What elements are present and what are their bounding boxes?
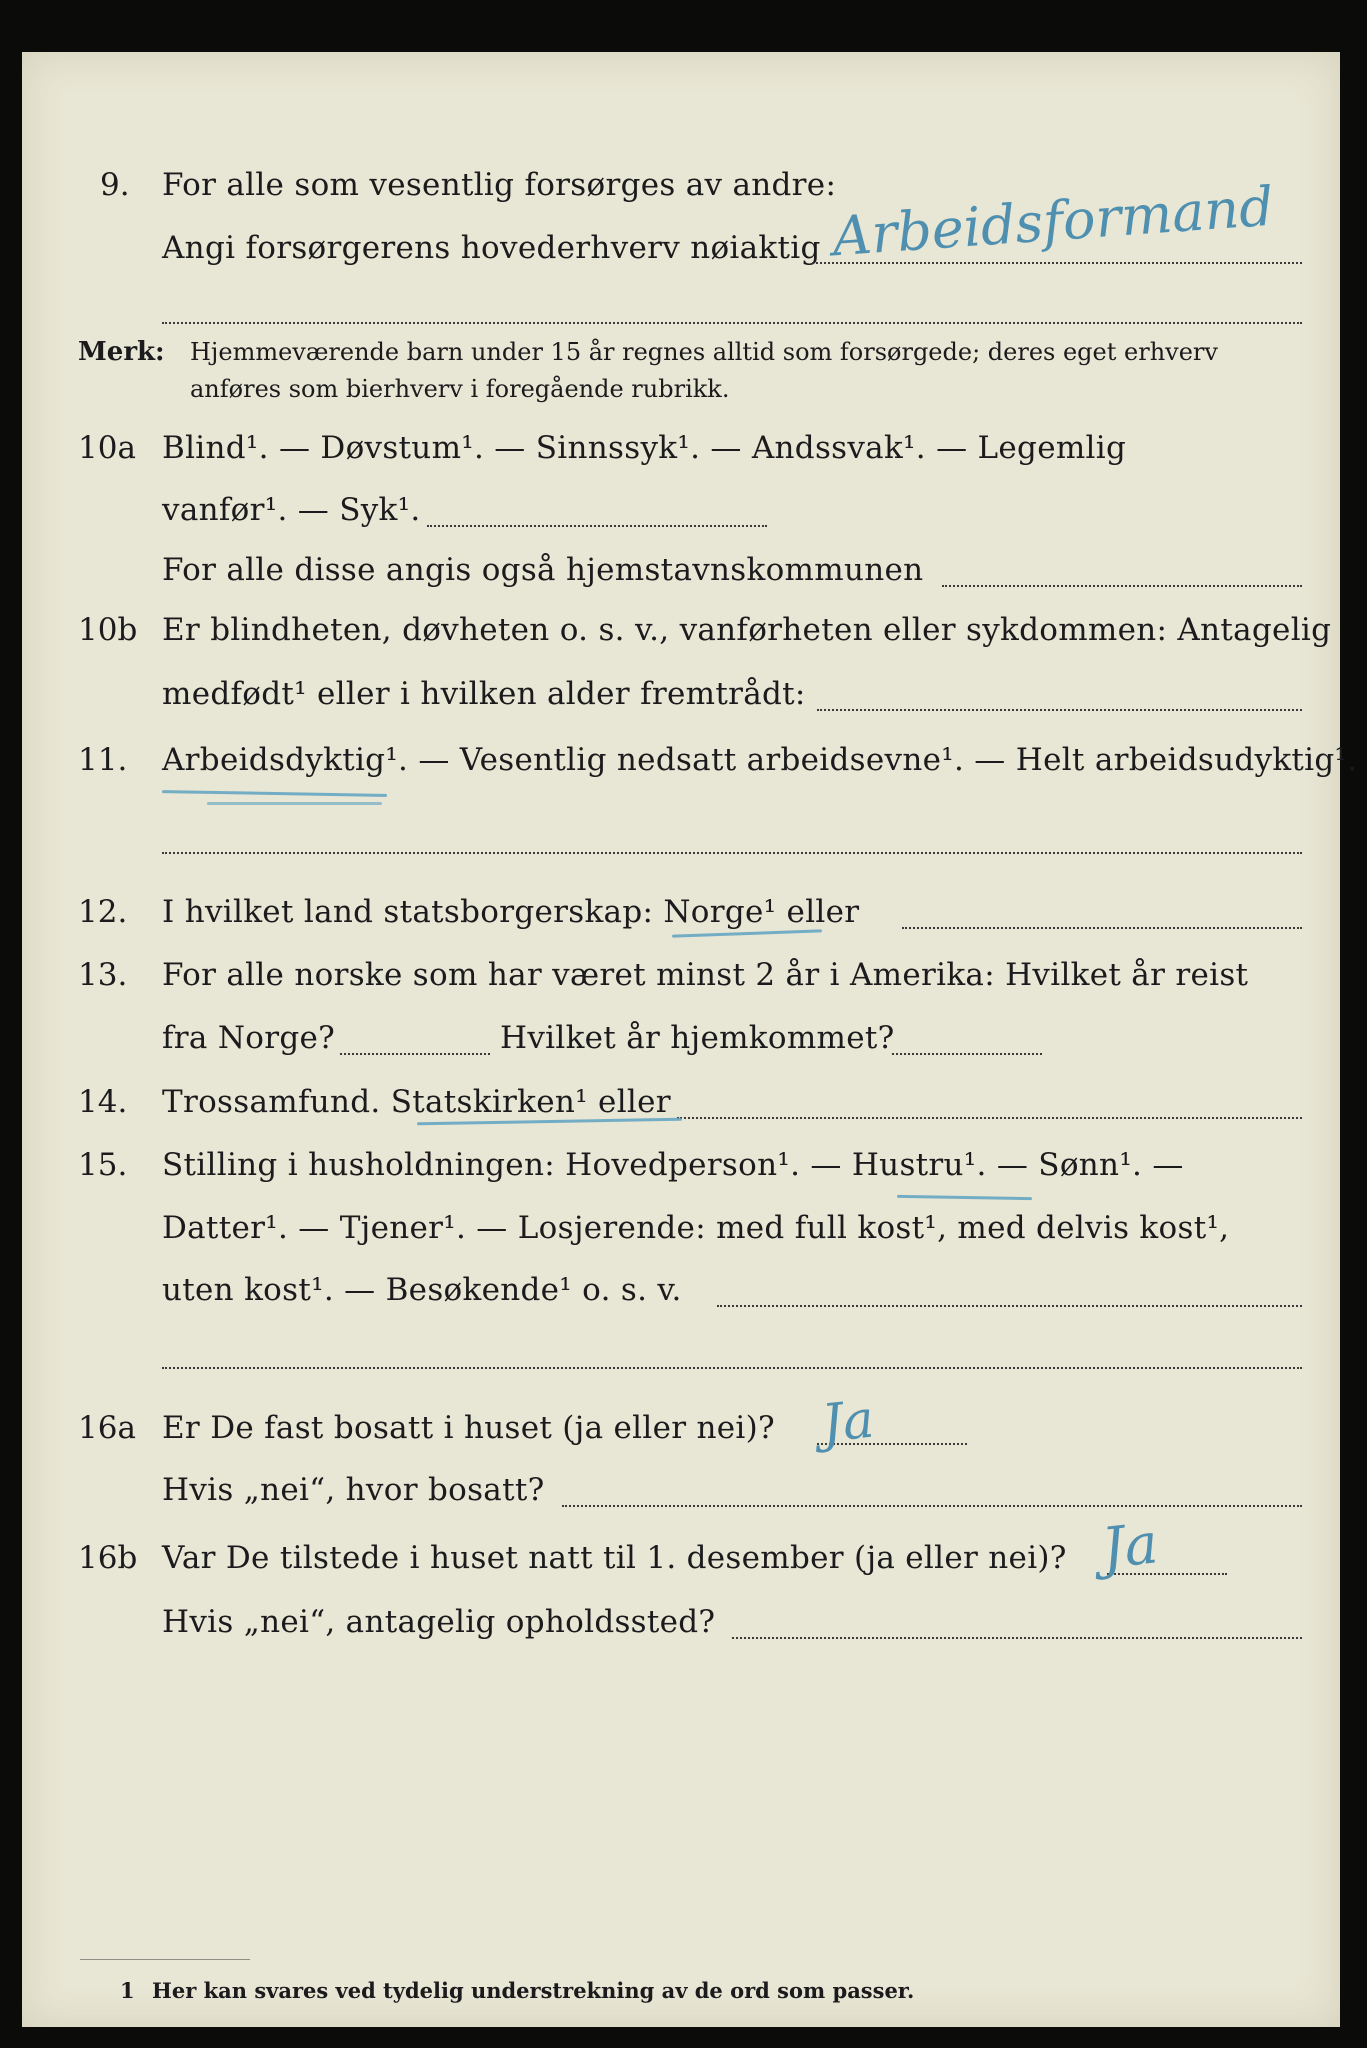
q13-blank-reist — [340, 1053, 490, 1055]
q12-underline-norge — [672, 929, 822, 937]
q12-line1: I hvilket land statsborgerskap: Norge¹ eller — [162, 894, 860, 930]
footnote-rule — [80, 1959, 250, 1960]
q15-number: 15. — [78, 1147, 128, 1183]
q14-line1: Trossamfund. Statskirken¹ eller — [162, 1084, 671, 1120]
q15-line1: Stilling i husholdningen: Hovedperson¹. — Hustru¹. — Sønn¹. — — [162, 1147, 1184, 1183]
merk-line2: anføres som bierhverv i foregående rubrikk. — [190, 375, 730, 403]
footnote-mark: 1 — [120, 1978, 135, 2003]
q9-extra-line — [162, 322, 1302, 324]
q11-number: 11. — [78, 742, 128, 778]
footnote-text: Her kan svares ved tydelig understrekning av de ord som passer. — [152, 1978, 915, 2003]
q10a-number: 10a — [78, 430, 136, 466]
q9-question-line2: Angi forsørgerens hovederhverv nøiaktig — [162, 230, 821, 266]
q10b-line2-blank — [817, 709, 1302, 711]
q10a-line2: vanfør¹. — Syk¹. — [162, 492, 421, 528]
q15-line2: Datter¹. — Tjener¹. — Losjerende: med full kost¹, med delvis kost¹, — [162, 1210, 1230, 1246]
q16b-number: 16b — [78, 1540, 138, 1576]
q11-underline-arbeidsdyktig — [162, 790, 387, 797]
q11-extra-line — [162, 852, 1302, 854]
q11-line1: Arbeidsdyktig¹. — Vesentlig nedsatt arbeidsevne¹. — Helt arbeidsudyktig¹. — [162, 742, 1358, 778]
q9-number: 9. — [100, 167, 130, 203]
q16b-line2-blank — [732, 1637, 1302, 1639]
q10a-line3-blank — [942, 585, 1302, 587]
q10a-line1: Blind¹. — Døvstum¹. — Sinnssyk¹. — Andssvak¹. — Legemlig — [162, 430, 1127, 466]
q13-line1: For alle norske som har været minst 2 år i Amerika: Hvilket år reist — [162, 957, 1249, 993]
q11-underline-arbeidsdyktig-2 — [207, 802, 382, 805]
q10a-line3: For alle disse angis også hjemstavnskommunen — [162, 552, 924, 588]
q16a-number: 16a — [78, 1410, 136, 1446]
merk-label-text: Merk: — [78, 337, 165, 367]
q10b-number: 10b — [78, 612, 138, 648]
q12-number: 12. — [78, 894, 128, 930]
q16a-line2: Hvis „nei“, hvor bosatt? — [162, 1472, 545, 1508]
q10b-line2: medfødt¹ eller i hvilken alder fremtrådt: — [162, 676, 806, 712]
q16b-line1: Var De tilstede i huset natt til 1. desember (ja eller nei)? — [162, 1540, 1067, 1576]
q10a-line2-blank — [427, 525, 767, 527]
q13-line2a: fra Norge? — [162, 1020, 336, 1056]
q15-extra-line — [162, 1367, 1302, 1369]
q16b-handwritten-answer: Ja — [1098, 1511, 1162, 1582]
q14-number: 14. — [78, 1084, 128, 1120]
q15-line3: uten kost¹. — Besøkende¹ o. s. v. — [162, 1272, 682, 1308]
q9-handwritten-answer: Arbeidsformand — [830, 174, 1276, 269]
q15-blank — [717, 1305, 1302, 1307]
q15-underline-hustru — [897, 1195, 1032, 1200]
q10b-line1: Er blindheten, døvheten o. s. v., vanførheten eller sykdommen: Antagelig — [162, 612, 1332, 648]
q16a-line1: Er De fast bosatt i huset (ja eller nei)? — [162, 1410, 775, 1446]
q13-blank-hjemkommet — [892, 1053, 1042, 1055]
q14-blank — [677, 1117, 1302, 1119]
q9-question-line1: For alle som vesentlig forsørges av andre: — [162, 167, 837, 203]
q16a-handwritten-answer: Ja — [819, 1389, 877, 1455]
q13-number: 13. — [78, 957, 128, 993]
q16a-line2-blank — [562, 1505, 1302, 1507]
q12-blank — [902, 927, 1302, 929]
q13-line2b: Hvilket år hjemkommet? — [500, 1020, 895, 1056]
census-form-page — [22, 52, 1358, 2027]
q16b-line2: Hvis „nei“, antagelig opholdssted? — [162, 1604, 716, 1640]
merk-line1: Hjemmeværende barn under 15 år regnes alltid som forsørgede; deres eget erhverv — [190, 338, 1218, 366]
merk-label — [78, 334, 165, 370]
